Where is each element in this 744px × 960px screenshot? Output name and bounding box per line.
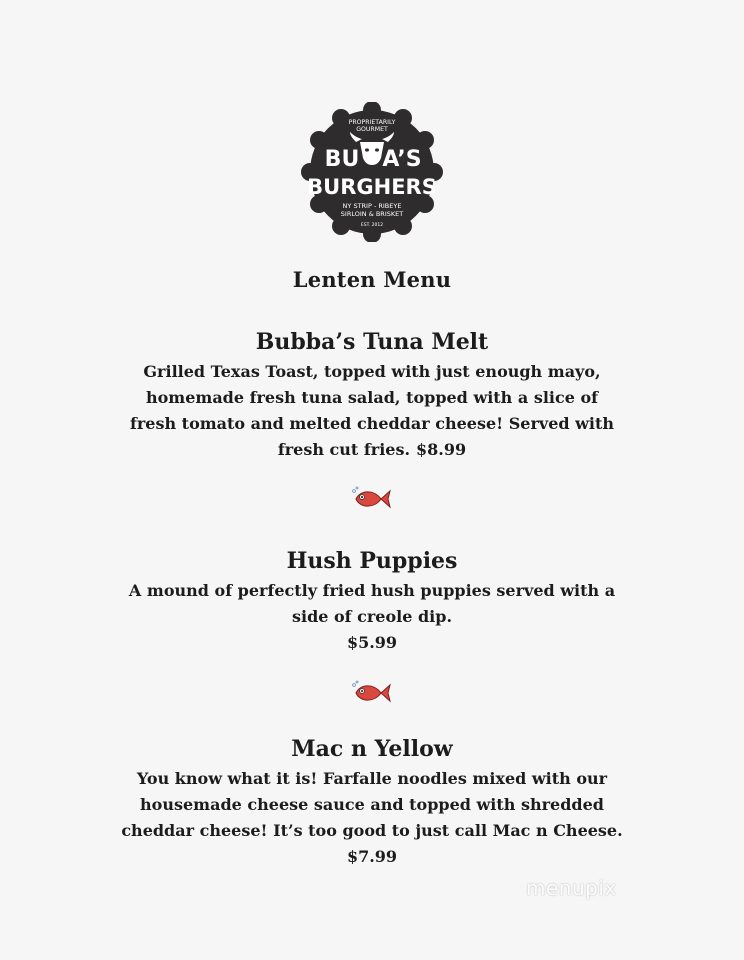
item-description-line: You know what it is! Farfalle noodles mixed with our [136, 769, 608, 788]
logo-top-text-2: GOURMET [356, 126, 388, 133]
item-description-text: fresh cut fries. [277, 440, 411, 459]
logo-name-right: A’S [382, 147, 422, 172]
item-price: $5.99 [346, 633, 398, 652]
item-name: Mac n Yellow [291, 736, 453, 762]
restaurant-logo [298, 102, 446, 242]
item-price: $8.99 [416, 440, 467, 459]
logo-name-line2: BURGHERS [307, 175, 437, 199]
item-description-line: fresh tomato and melted cheddar cheese! Served with [129, 414, 615, 433]
logo-top-text-1: PROPRIETARILY [348, 119, 396, 126]
logo-name-left: BU [324, 147, 360, 172]
watermark: menupix [526, 876, 617, 900]
item-description-line [0, 437, 744, 463]
item-description [0, 766, 744, 844]
menu-item-mac-n-yellow [0, 734, 744, 870]
fish-icon [350, 680, 392, 706]
item-description-line: housemade cheese sauce and topped with shredded [140, 795, 604, 814]
logo-cuts-1: NY STRIP - RIBEYE [342, 202, 402, 210]
item-description-line: A mound of perfectly fried hush puppies served with a [128, 581, 616, 600]
item-description-line: homemade fresh tuna salad, topped with a slice of [145, 388, 599, 407]
item-description-line: side of creole dip. [291, 607, 453, 626]
item-description [0, 578, 744, 630]
menu-title: Lenten Menu [292, 267, 452, 292]
item-description-line: Grilled Texas Toast, topped with just enough mayo, [143, 362, 601, 381]
item-name: Hush Puppies [286, 548, 458, 574]
item-name: Bubba’s Tuna Melt [255, 329, 489, 355]
item-description [0, 359, 744, 463]
logo-est: EST. 2012 [360, 223, 384, 228]
fish-icon [350, 486, 392, 512]
logo-cuts-2: SIRLOIN & BRISKET [340, 210, 404, 218]
menu-item-hush-puppies [0, 546, 744, 656]
item-description-line: cheddar cheese! It’s too good to just call Mac n Cheese. [121, 821, 623, 840]
menu-item-tuna-melt [0, 327, 744, 463]
item-price: $7.99 [346, 847, 398, 866]
